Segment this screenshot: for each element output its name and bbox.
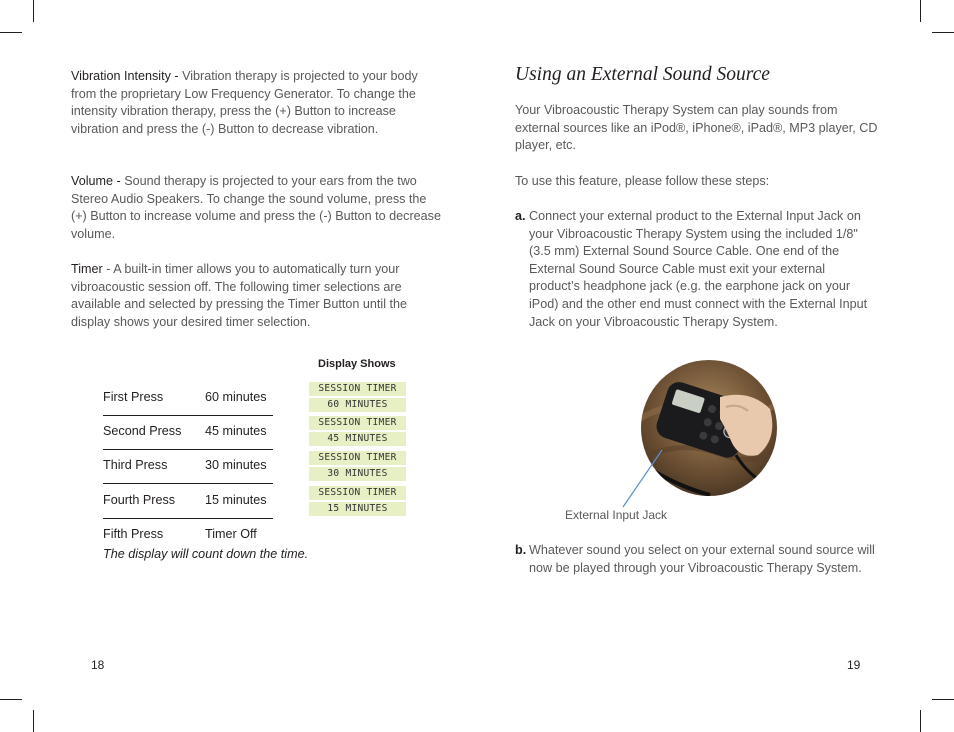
photo-caption: External Input Jack [565,508,668,522]
lcd-line: SESSION TIMER [309,382,406,396]
crop-mark [0,32,22,33]
lcd-line: SESSION TIMER [309,416,406,430]
time-cell: 60 minutes [205,390,267,404]
lcd-display [309,382,406,413]
table-row [103,449,273,484]
crop-mark [33,0,34,22]
press-cell: Fourth Press [103,493,176,507]
volume-paragraph [71,173,443,243]
countdown-note: The display will count down the time. [103,547,309,561]
paragraph-term: Volume - [71,174,121,188]
paragraph-text: Sound therapy is projected to your ears from the two Stereo Audio Speakers. To change the sound volume, press the (+) Button to increase volume and press the (-) Button to decrease volume. [71,174,441,241]
lcd-display [309,486,406,517]
remote-control-photo [640,359,778,497]
lcd-line: 45 MINUTES [309,432,406,446]
press-cell: Third Press [103,458,168,472]
paragraph-term: Timer [71,262,103,276]
lcd-line: 15 MINUTES [309,502,406,516]
page-number-right: 19 [847,658,861,672]
page-number-left: 18 [91,658,105,672]
crop-mark [33,710,34,732]
step-b [515,542,875,577]
lcd-line: SESSION TIMER [309,486,406,500]
paragraph-text: Vibration therapy is projected to your body from the proprietary Low Frequency Generator. To change the intensity vibration therapy, press the (+) Button to increase vibration and press the (-) Button to decrease vibration. [71,69,418,136]
time-cell: Timer Off [205,527,257,541]
crop-mark [0,699,22,700]
paragraph-term: Vibration Intensity - [71,69,179,83]
crop-mark [932,699,954,700]
step-a [515,208,875,331]
crop-mark [920,0,921,22]
time-cell: 15 minutes [205,493,267,507]
step-text: Connect your external product to the External Input Jack on your Vibroacoustic Therapy System using the included 1/8" (3.5 mm) External Sound Source Cable. One end of the External Sound Source Cable must exit your external product’s headphone jack (e.g. the earphone jack on your iPod) and the other end must connect with the External Input Jack on your Vibroacoustic Therapy System. [529,209,868,329]
time-cell: 45 minutes [205,424,267,438]
vibration-intensity-paragraph [71,68,421,138]
table-row [103,415,273,450]
step-letter: b. [515,543,527,557]
press-cell: Second Press [103,424,182,438]
lcd-display [309,451,406,482]
lcd-line: 60 MINUTES [309,398,406,412]
lcd-line: 30 MINUTES [309,467,406,481]
lcd-display [309,416,406,447]
step-text: Whatever sound you select on your external sound source will now be played through your Vibroacoustic Therapy System. [529,543,875,575]
press-cell: Fifth Press [103,527,164,541]
timer-paragraph [71,261,431,331]
table-row [103,381,273,416]
table-row [103,484,273,519]
crop-mark [920,710,921,732]
crop-mark [932,32,954,33]
press-cell: First Press [103,390,164,404]
paragraph-text: - A built-in timer allows you to automatically turn your vibroacoustic session off. The following timer selections are available and selected by pressing the Timer Button until the display shows your desired timer selection. [71,262,408,329]
time-cell: 30 minutes [205,458,267,472]
step-letter: a. [515,209,526,223]
intro-paragraph: Your Vibroacoustic Therapy System can play sounds from external sources like an iPod®, iPhone®, iPad®, MP3 player, CD player, etc. [515,103,878,153]
section-heading: Using an External Sound Source [515,64,770,85]
lcd-line: SESSION TIMER [309,451,406,465]
display-shows-header: Display Shows [318,358,396,370]
instruction-paragraph: To use this feature, please follow these steps: [515,174,770,188]
